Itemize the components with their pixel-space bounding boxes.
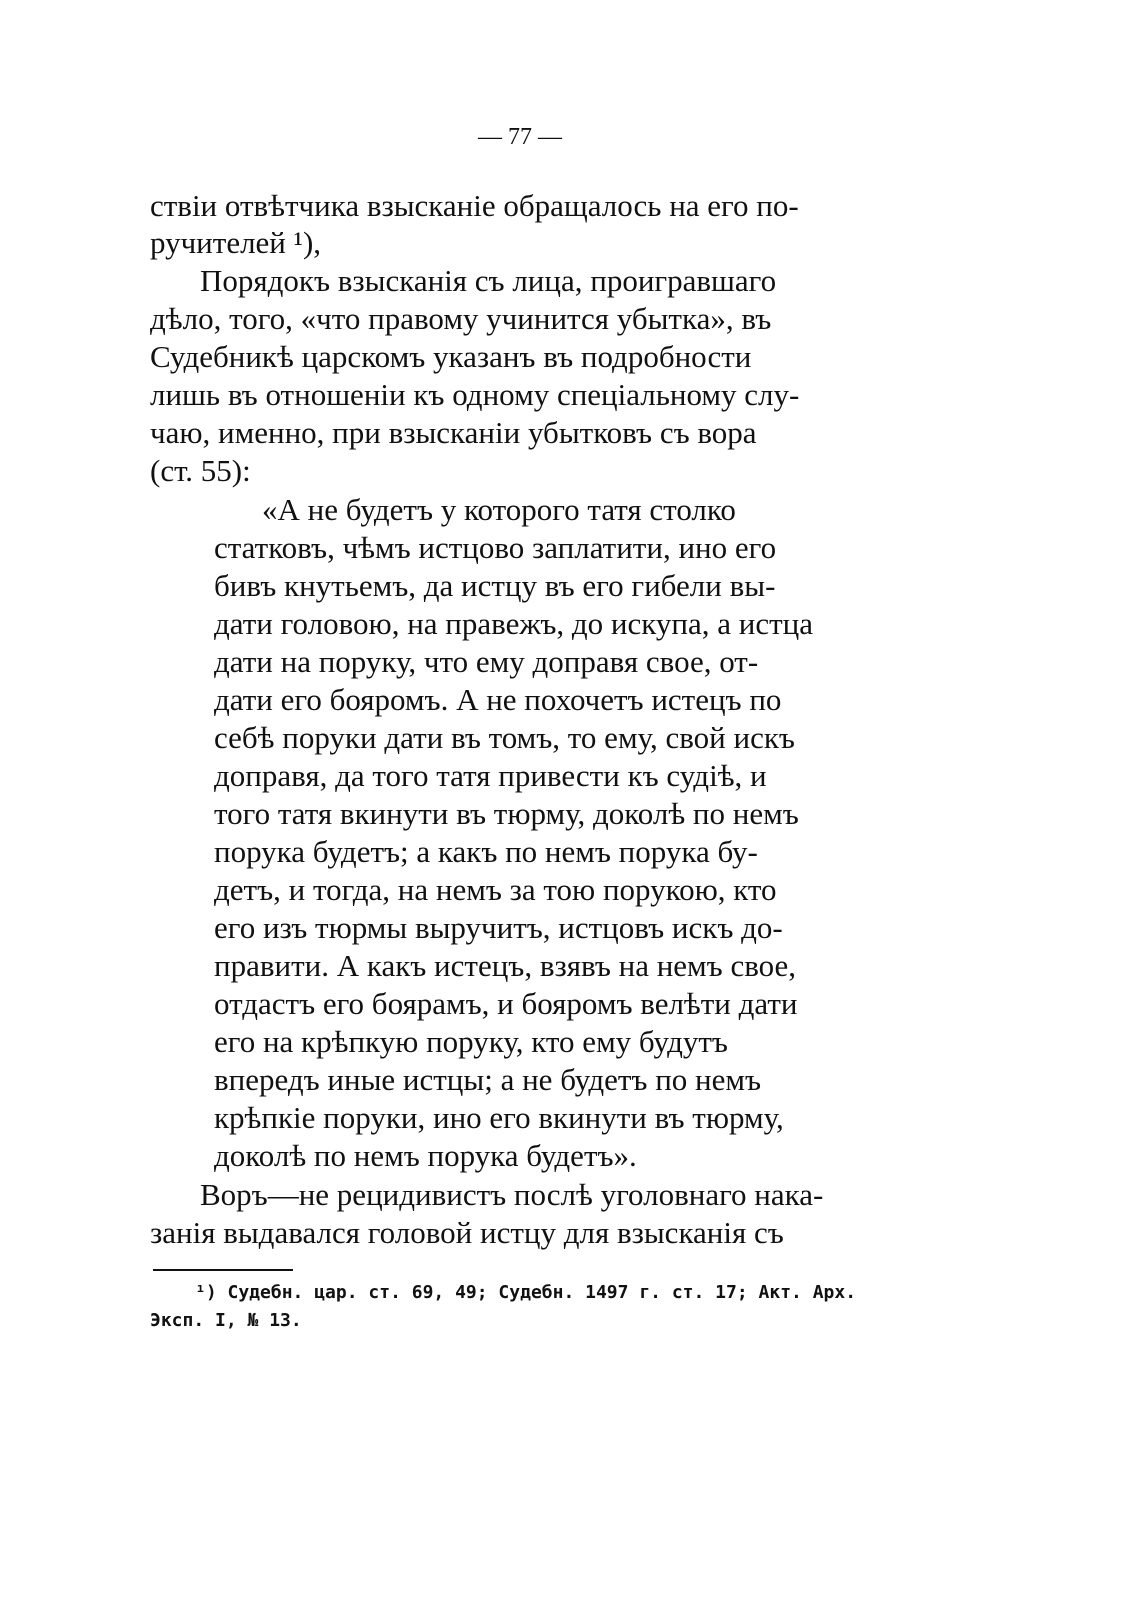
- quote-line: доправя, да того татя привести къ судіѣ, и: [214, 758, 767, 793]
- footnote-line: ¹) Судебн. цар. ст. 69, 49; Судебн. 1497 г. ст. 17; Акт. Арх.: [195, 1282, 857, 1303]
- quote-line: впередъ иные истцы; а не будетъ по немъ: [214, 1062, 762, 1097]
- text-line: ручителей ¹),: [150, 225, 322, 260]
- text-line: (ст. 55):: [150, 453, 251, 488]
- quote-line: его изъ тюрмы выручитъ, истцовъ искъ до-: [214, 910, 783, 945]
- quote-line: правити. А какъ истецъ, взявъ на немъ свое,: [214, 948, 797, 983]
- quote-line: статковъ, чѣмъ истцово заплатити, ино его: [214, 530, 777, 565]
- quote-line: того татя вкинути въ тюрму, доколѣ по немъ: [214, 796, 799, 831]
- quote-line: детъ, и тогда, на немъ за тою порукою, кто: [214, 872, 777, 907]
- quote-line: бивъ кнутьемъ, да истцу въ его гибели вы-: [214, 568, 776, 603]
- quote-line: дати на поруку, что ему доправя свое, от-: [214, 644, 759, 679]
- quote-line: отдастъ его боярамъ, и бояромъ велѣти дати: [214, 986, 798, 1021]
- quote-line: порука будетъ; а какъ по немъ порука бу-: [214, 834, 758, 869]
- text-line: чаю, именно, при взысканіи убытковъ съ вора: [150, 415, 757, 450]
- quote-line: дати головою, на правежъ, до искупа, а истца: [214, 606, 814, 641]
- text-line: лишь въ отношеніи къ одному спеціальному слу-: [150, 377, 800, 412]
- quote-line: «А не будетъ у которого татя столко: [262, 492, 736, 527]
- page-number: — 77 —: [478, 124, 562, 150]
- text-line: дѣло, того, «что правому учинится убытка», въ: [150, 301, 772, 336]
- text-line: Судебникѣ царскомъ указанъ въ подробности: [150, 339, 752, 374]
- text-line: Порядокъ взысканія съ лица, проигравшаго: [200, 263, 777, 298]
- footnote-rule: [153, 1269, 293, 1271]
- text-line: Воръ—не рецидивистъ послѣ уголовнаго нака-: [200, 1177, 824, 1212]
- quote-line: доколѣ по немъ порука будетъ».: [214, 1138, 637, 1173]
- text-line: занія выдавался головой истцу для взысканія съ: [150, 1215, 784, 1250]
- quote-line: его на крѣпкую поруку, кто ему будутъ: [214, 1024, 728, 1059]
- footnote-line: Эксп. I, № 13.: [150, 1310, 302, 1331]
- text-line: ствіи отвѣтчика взысканіе обращалось на его по-: [150, 188, 799, 223]
- quote-line: крѣпкіе поруки, ино его вкинути въ тюрму,: [214, 1100, 784, 1135]
- quote-line: дати его бояромъ. А не похочетъ истецъ по: [214, 682, 782, 717]
- quote-line: себѣ поруки дати въ томъ, то ему, свой искъ: [214, 720, 795, 755]
